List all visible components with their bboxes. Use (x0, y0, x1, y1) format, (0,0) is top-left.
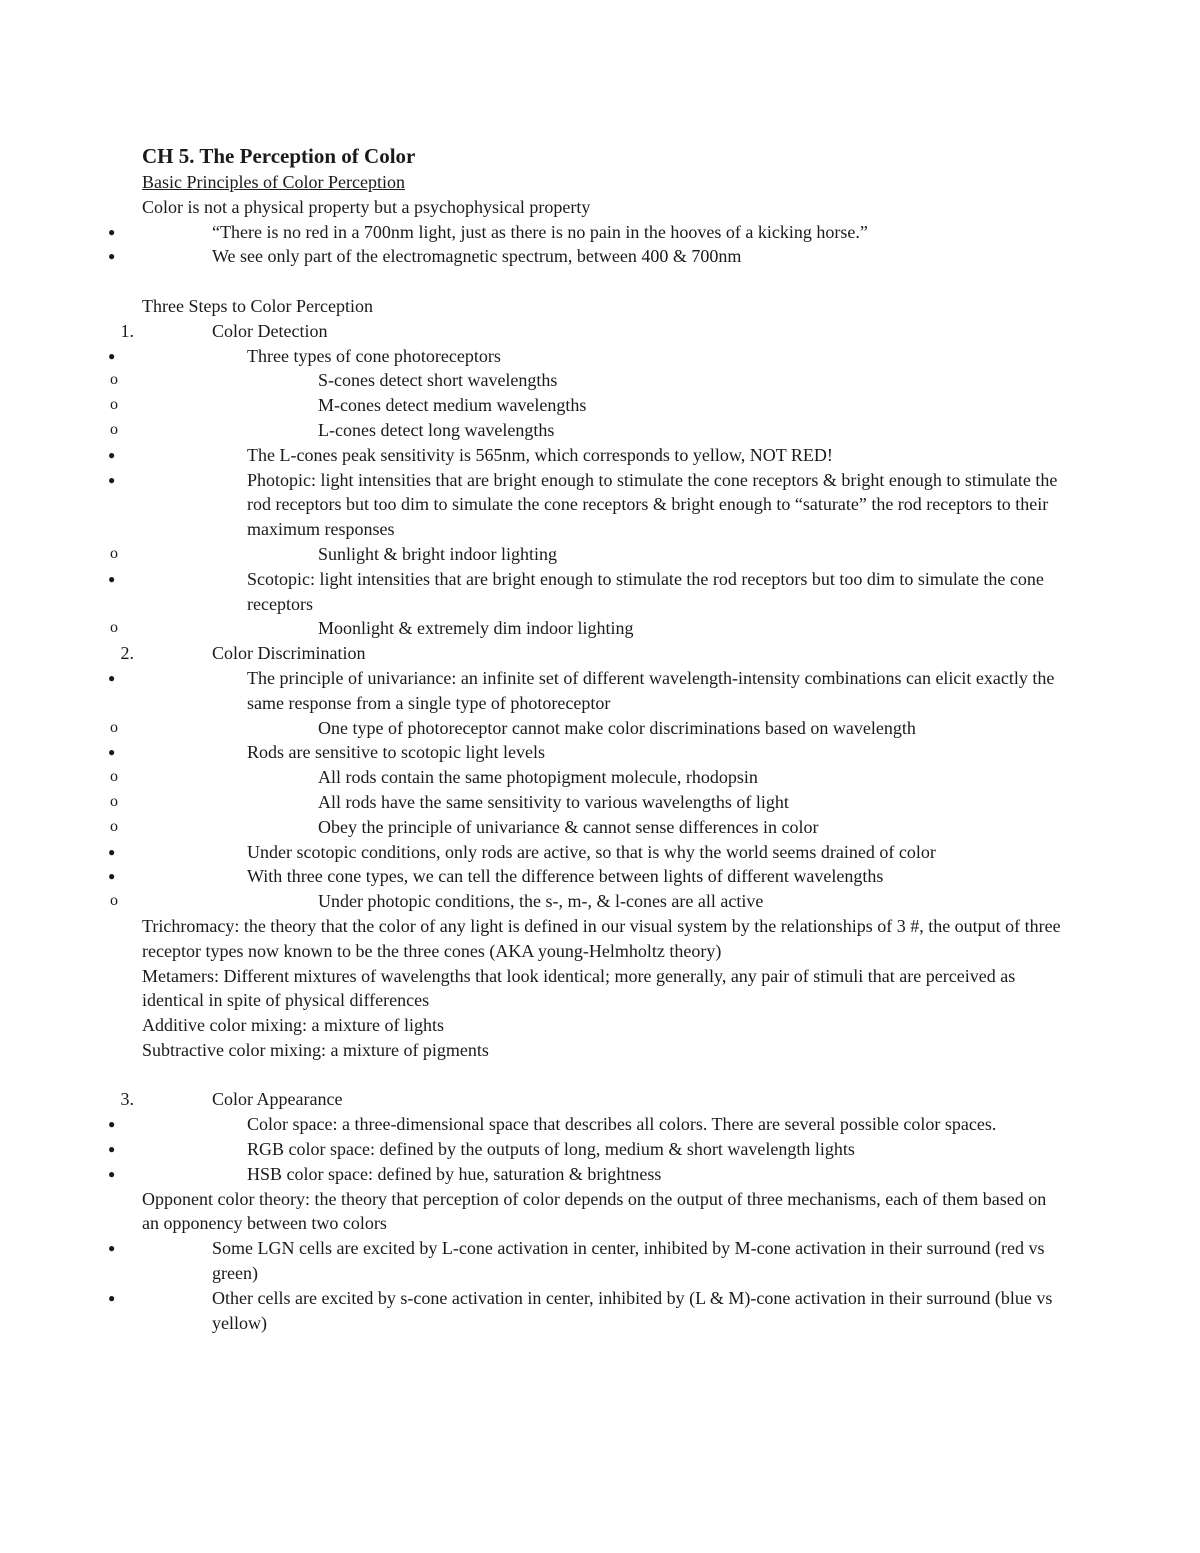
list-item: ● Under scotopic conditions, only rods are active, so that is why the world seems drained of color (142, 840, 1062, 865)
bullet-icon: ● (108, 224, 116, 239)
step-3: 3. Color Appearance (120, 1089, 343, 1110)
bullet-icon: ● (108, 1241, 116, 1256)
list-item: ● Scotopic: light intensities that are bright enough to stimulate the rod receptors but too dim to simulate the cone receptors (108, 568, 1044, 614)
list-item: ● RGB color space: defined by the outputs of long, medium & short wavelength lights (142, 1137, 1062, 1162)
bullet-icon: ● (108, 670, 116, 685)
bullet-icon: ● (108, 571, 116, 586)
list-item: ● HSB color space: defined by hue, saturation & brightness (142, 1162, 1062, 1187)
list-item: ● Photopic: light intensities that are bright enough to stimulate the cone receptors & bright enough to stimulate the rod receptors but too dim to simulate the cone receptors & bright enough to “saturate” the rod receptors to their maximum responses (108, 469, 1058, 540)
list-item: ● Rods are sensitive to scotopic light levels (142, 740, 1062, 765)
sub-list-item: o M-cones detect medium wavelengths (142, 393, 1062, 418)
circle-bullet-icon: o (110, 718, 118, 736)
definition-trichromacy: Trichromacy: the theory that the color of any light is defined in our visual system by the relationships of 3 #, the output of three receptor types now known to be the three cones (AKA young-Helmholtz theory) (142, 915, 1061, 961)
bullet-icon: ● (108, 869, 116, 884)
definition-additive: Additive color mixing: a mixture of lights (142, 1015, 444, 1036)
list-item: ● Other cells are excited by s-cone activation in center, inhibited by (L & M)-cone activation in their surround (blue vs yellow) (108, 1287, 1053, 1333)
document-body (108, 142, 1062, 1335)
list-item: ● Some LGN cells are excited by L-cone activation in center, inhibited by M-cone activation in their surround (red vs green) (108, 1238, 1045, 1284)
section-heading-basic: Basic Principles of Color Perception (142, 172, 405, 192)
bullet-icon: ● (108, 472, 116, 487)
circle-bullet-icon: o (110, 371, 118, 389)
sub-list-item: o One type of photoreceptor cannot make color discriminations based on wavelength (142, 716, 1062, 741)
sub-list-item: o Sunlight & bright indoor lighting (142, 542, 1062, 567)
circle-bullet-icon: o (110, 544, 118, 562)
list-item: ● Three types of cone photoreceptors (142, 344, 1062, 369)
bullet-icon: ● (108, 844, 116, 859)
step-1: 1. Color Detection (120, 320, 328, 341)
list-item: ● With three cone types, we can tell the difference between lights of different wavelengths (142, 864, 1062, 889)
sub-list-item: o Obey the principle of univariance & cannot sense differences in color (142, 815, 1062, 840)
sub-list-item: o Under photopic conditions, the s-, m-, & l-cones are all active (142, 889, 1062, 914)
circle-bullet-icon: o (110, 792, 118, 810)
circle-bullet-icon: o (110, 768, 118, 786)
sub-list-item: o L-cones detect long wavelengths (142, 418, 1062, 443)
circle-bullet-icon: o (110, 619, 118, 637)
bullet-icon: ● (108, 249, 116, 264)
bullet-icon: ● (108, 745, 116, 760)
list-item: ● We see only part of the electromagnetic spectrum, between 400 & 700nm (142, 244, 1062, 269)
circle-bullet-icon: o (110, 396, 118, 414)
list-item: ● “There is no red in a 700nm light, just as there is no pain in the hooves of a kicking horse.” (142, 220, 1062, 245)
basic-intro: Color is not a physical property but a psychophysical property (142, 196, 591, 217)
circle-bullet-icon: o (110, 817, 118, 835)
definition-opponent: Opponent color theory: the theory that perception of color depends on the output of three mechanisms, each of them based on an opponency between two colors (142, 1188, 1047, 1234)
sub-list-item: o S-cones detect short wavelengths (142, 368, 1062, 393)
definition-metamers: Metamers: Different mixtures of wavelengths that look identical; more generally, any pair of stimuli that are perceived as identical in spite of physical differences (142, 965, 1016, 1011)
step-2: 2. Color Discrimination (120, 643, 366, 664)
bullet-icon: ● (108, 1117, 116, 1132)
sub-list-item: o Moonlight & extremely dim indoor lighting (142, 616, 1062, 641)
list-item: ● The L-cones peak sensitivity is 565nm, which corresponds to yellow, NOT RED! (142, 443, 1062, 468)
spacer (142, 269, 1062, 294)
bullet-icon: ● (108, 1290, 116, 1305)
spacer (142, 1063, 1062, 1088)
bullet-icon: ● (108, 1142, 116, 1157)
list-item: ● Color space: a three-dimensional space that describes all colors. There are several possible color spaces. (142, 1112, 1062, 1137)
list-item: ● The principle of univariance: an infinite set of different wavelength-intensity combinations can elicit exactly the same response from a single type of photoreceptor (108, 667, 1055, 713)
sub-list-item: o All rods have the same sensitivity to various wavelengths of light (142, 790, 1062, 815)
page-title: CH 5. The Perception of Color (142, 144, 416, 168)
bullet-icon: ● (108, 1166, 116, 1181)
sub-list-item: o All rods contain the same photopigment molecule, rhodopsin (142, 765, 1062, 790)
definition-subtractive: Subtractive color mixing: a mixture of pigments (142, 1039, 489, 1060)
circle-bullet-icon: o (110, 420, 118, 438)
section-heading-steps: Three Steps to Color Perception (142, 295, 373, 316)
bullet-icon: ● (108, 447, 116, 462)
bullet-icon: ● (108, 348, 116, 363)
circle-bullet-icon: o (110, 892, 118, 910)
